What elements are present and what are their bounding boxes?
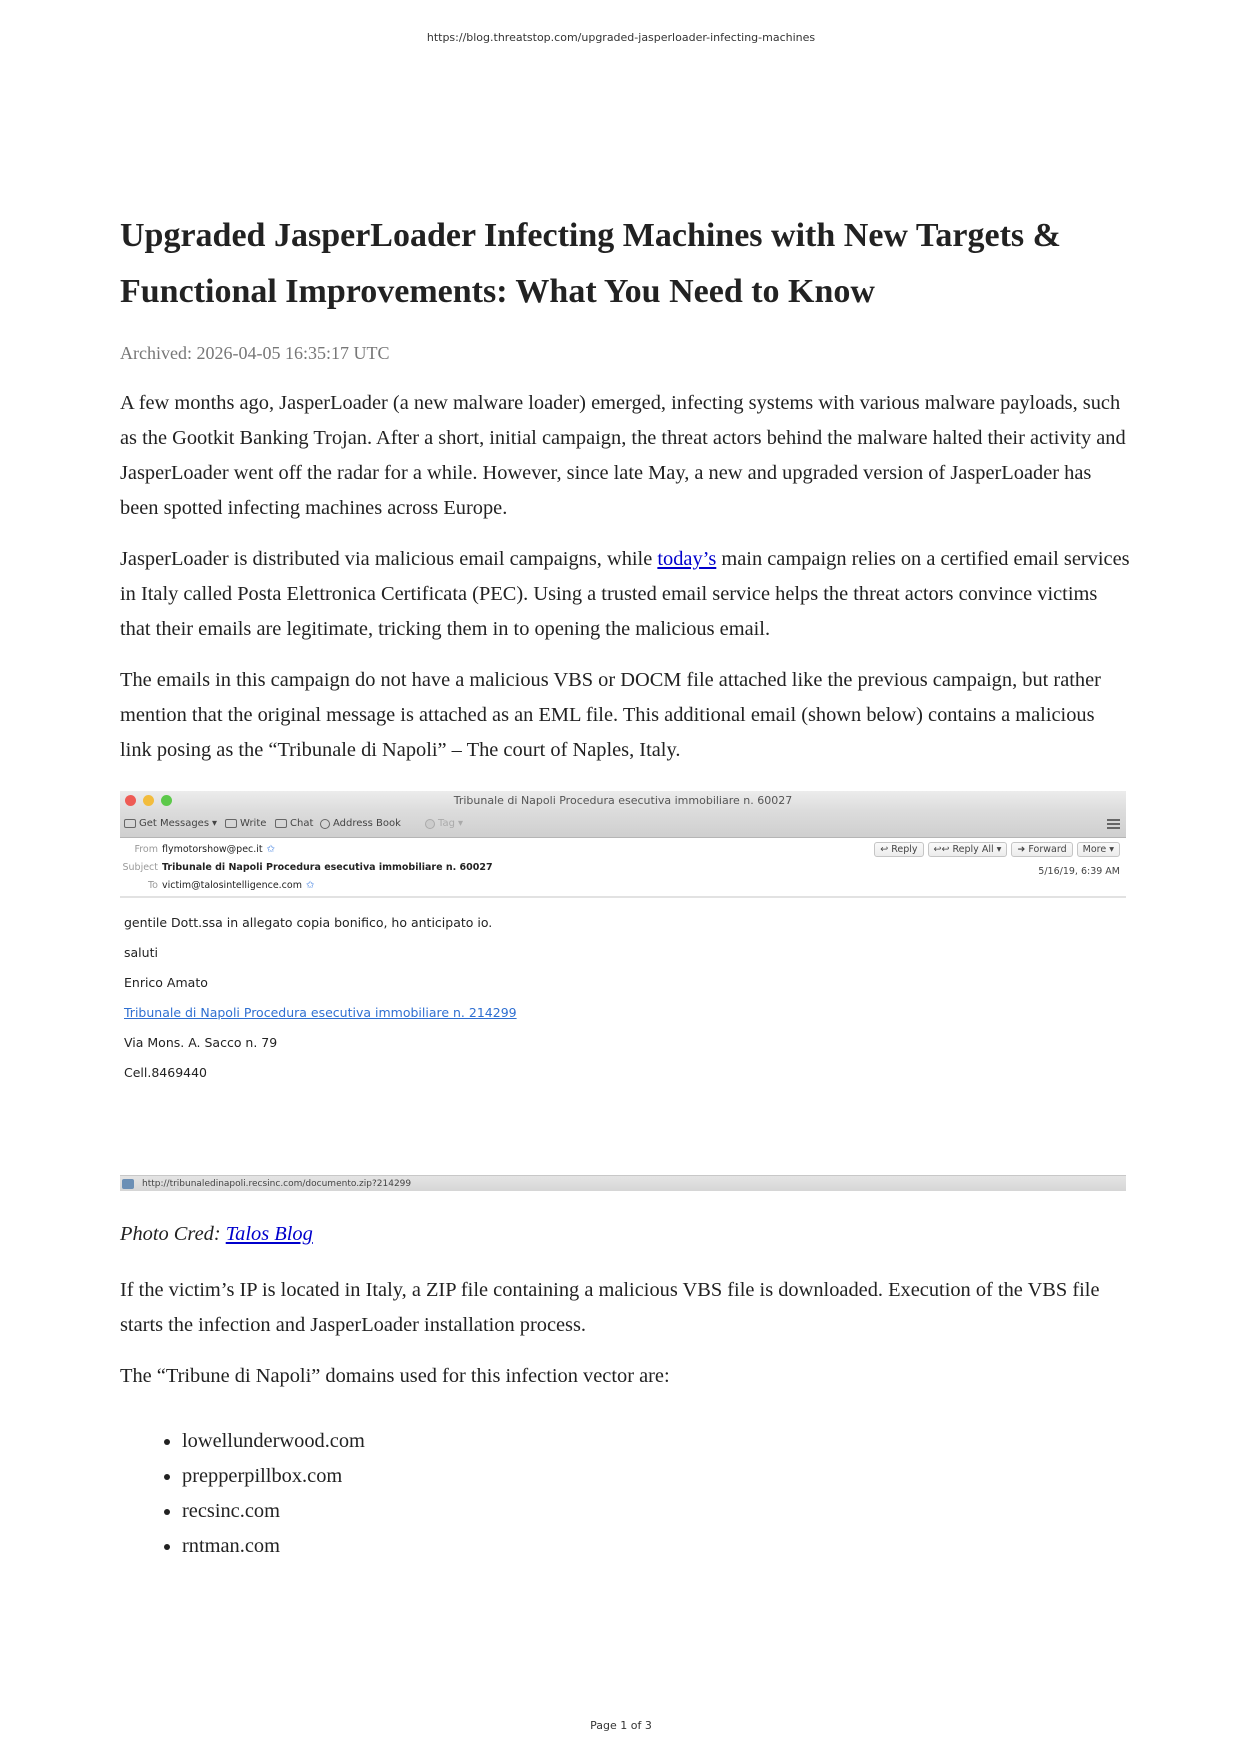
to-row <box>122 880 314 891</box>
reply-all-icon: ↩↩ <box>933 844 950 855</box>
chat-icon <box>275 819 287 828</box>
address-book-label: Address Book <box>333 818 401 829</box>
email-action-buttons <box>874 842 1120 857</box>
address-book-item <box>320 818 401 829</box>
domain-list <box>120 1424 1130 1564</box>
chevron-down-icon: ▾ <box>996 844 1002 855</box>
reply-all-button <box>928 842 1008 857</box>
network-icon <box>122 1179 134 1189</box>
list-item: • lowellunderwood.com <box>182 1424 1130 1459</box>
email-body <box>120 898 1126 1098</box>
get-messages-item <box>124 818 217 829</box>
subject-value: Tribunale di Napoli Procedura esecutiva immobiliare n. 60027 <box>162 862 493 873</box>
tag-item <box>425 818 463 829</box>
email-titlebar <box>120 791 1126 811</box>
chevron-down-icon: ▾ <box>212 818 218 829</box>
paragraph-infection: If the victim’s IP is located in Italy, a ZIP file containing a malicious VBS file is downloaded. Execution of the VBS file starts the infection and JasperLoader installation process. <box>120 1279 1100 1336</box>
email-line: saluti <box>124 945 158 960</box>
paragraph-email-description: The emails in this campaign do not have a malicious VBS or DOCM file attached like the previous campaign, but rather mention that the original message is attached as an EML file. This additional email (shown below) contains a malicious link posing as the “Tribunale di Napoli” – The court of Naples, Italy. <box>120 669 1101 761</box>
email-date: 5/16/19, 6:39 AM <box>1038 866 1120 877</box>
email-line: gentile Dott.ssa in allegato copia bonifico, ho anticipato io. <box>124 915 493 930</box>
to-value: victim@talosintelligence.com <box>162 880 302 891</box>
inbox-icon <box>124 819 136 828</box>
paragraph-distribution <box>120 542 1130 647</box>
from-row <box>122 844 275 855</box>
subject-row <box>122 862 493 873</box>
more-button <box>1077 842 1120 857</box>
talos-blog-link[interactable]: Talos Blog <box>225 1223 313 1245</box>
email-line: Enrico Amato <box>124 975 208 990</box>
email-toolbar <box>120 811 1126 838</box>
paragraph-text: main campaign relies on a certified email services in Italy called Posta Elettronica Certificata (PEC). Using a trusted email service helps the threat actors convince victims that their emails are legitimate, tricking them in to opening the malicious email. <box>120 548 1130 640</box>
source-url: https://blog.threatstop.com/upgraded-jasperloader-infecting-machines <box>426 31 816 44</box>
chevron-down-icon: ▾ <box>457 818 463 829</box>
reply-label: Reply <box>891 844 918 855</box>
chat-item <box>275 818 313 829</box>
page-number: Page 1 of 3 <box>590 1719 652 1732</box>
email-status-bar <box>120 1175 1126 1191</box>
more-label: More <box>1082 844 1107 855</box>
reply-all-label: Reply All <box>952 844 994 855</box>
chat-label: Chat <box>290 818 314 829</box>
email-line: Via Mons. A. Sacco n. 79 <box>124 1035 278 1050</box>
archived-timestamp: Archived: 2026-04-05 16:35:17 UTC <box>120 343 390 363</box>
article-title: Upgraded JasperLoader Infecting Machines with New Targets & Functional Improvements: What You Need to Know <box>120 217 1061 310</box>
email-window-title: Tribunale di Napoli Procedura esecutiva immobiliare n. 60027 <box>453 794 793 807</box>
list-item: • prepperpillbox.com <box>182 1459 1130 1494</box>
write-label: Write <box>240 818 267 829</box>
forward-icon: ➜ <box>1017 844 1026 855</box>
photo-caption <box>120 1219 1130 1249</box>
status-url: http://tribunaledinapoli.recsinc.com/documento.zip?214299 <box>142 1178 412 1189</box>
paragraph-intro: A few months ago, JasperLoader (a new malware loader) emerged, infecting systems with various malware payloads, such as the Gootkit Banking Trojan. After a short, initial campaign, the threat actors behind the malware halted their activity and JasperLoader went off the radar for a while. However, since late May, a new and upgraded version of JasperLoader has been spotted infecting machines across Europe. <box>120 392 1126 519</box>
article <box>120 208 1130 1564</box>
from-label: From <box>134 844 158 855</box>
reply-icon: ↩ <box>880 844 889 855</box>
star-icon: ✩ <box>266 844 276 855</box>
tag-label: Tag <box>438 818 455 829</box>
email-malicious-link: Tribunale di Napoli Procedura esecutiva immobiliare n. 214299 <box>124 1005 517 1020</box>
email-screenshot <box>120 791 1126 1191</box>
subject-label: Subject <box>122 862 158 873</box>
write-item <box>225 818 266 829</box>
caption-prefix: Photo Cred: <box>120 1223 226 1245</box>
paragraph-domains-intro: The “Tribune di Napoli” domains used for this infection vector are: <box>120 1365 670 1387</box>
email-headers <box>120 838 1126 898</box>
forward-button <box>1011 842 1072 857</box>
pencil-icon <box>225 819 237 828</box>
forward-label: Forward <box>1028 844 1067 855</box>
list-item: • recsinc.com <box>182 1494 1130 1529</box>
list-item: • rntman.com <box>182 1529 1130 1564</box>
person-icon <box>320 819 330 829</box>
hamburger-menu-icon <box>1107 819 1120 829</box>
from-value: flymotorshow@pec.it <box>162 844 263 855</box>
reply-button <box>874 842 923 857</box>
tag-icon <box>425 819 435 829</box>
chevron-down-icon: ▾ <box>1109 844 1114 855</box>
paragraph-text: JasperLoader is distributed via malicious email campaigns, while <box>120 548 658 570</box>
to-label: To <box>147 880 158 891</box>
email-line: Cell.8469440 <box>124 1065 208 1080</box>
todays-link[interactable]: today’s <box>657 548 717 570</box>
get-messages-label: Get Messages <box>139 818 210 829</box>
star-icon: ✩ <box>305 880 315 891</box>
